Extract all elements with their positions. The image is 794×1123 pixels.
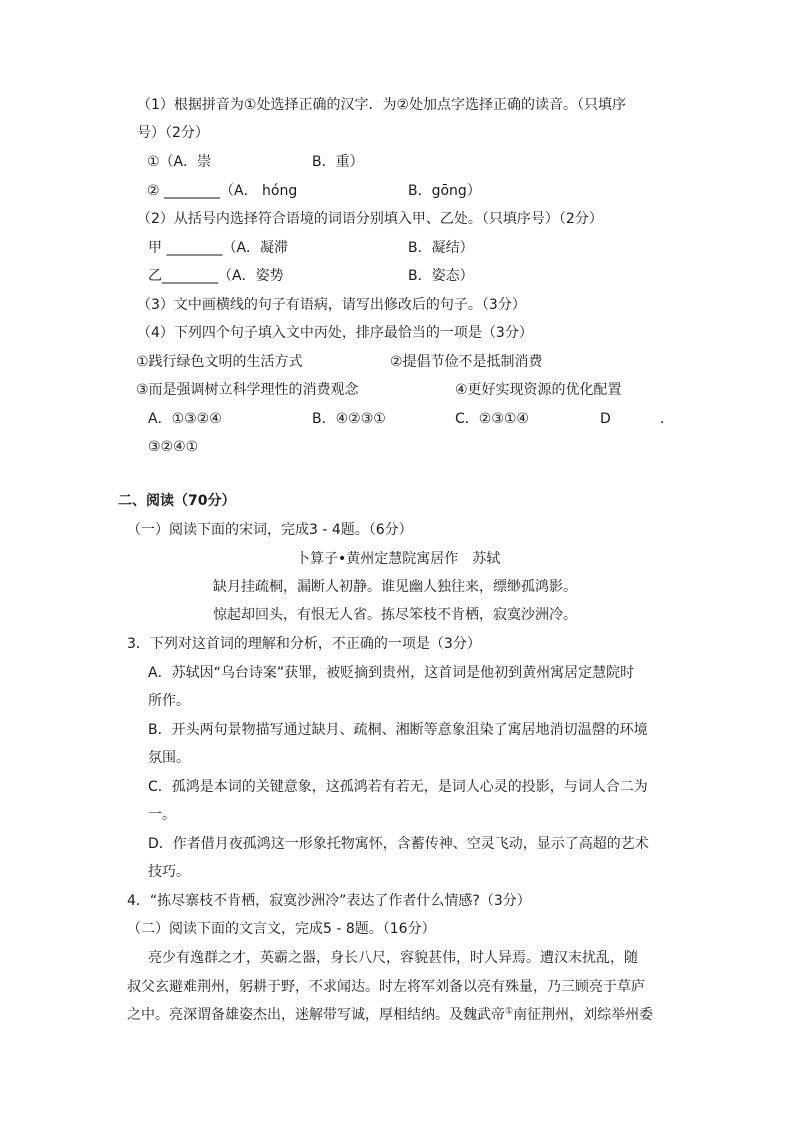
option-1-b: B．重） (312, 154, 364, 170)
choice-d-text: ③②④① (148, 439, 199, 455)
choice-b: B．④②③① (312, 411, 386, 427)
sentence-1: ①践行绿色文明的生活方式 (136, 354, 303, 370)
option-2-b: B．gōng） (408, 183, 481, 199)
option-2-a: ② ________（A． hóng (147, 183, 298, 199)
q1-part4: （4）下列四个句子填入文中丙处，排序最恰当的一项是（3分） (137, 325, 533, 341)
q3-option-a-line2: 所作。 (148, 693, 190, 709)
yi-option-b: B．姿态） (408, 268, 474, 284)
q1-part1-line2: 号）（2分） (137, 125, 209, 141)
prose-line-2: 叔父玄避难荆州，躬耕于野，不求闻达。时左将军刘备以亮有殊量，乃三顾亮于草庐 (127, 979, 645, 995)
choice-c: C．②③①④ (455, 411, 529, 427)
sentence-4: ④更好实现资源的优化配置 (455, 382, 622, 398)
subsection-2-intro: （二）阅读下面的文言文，完成5 - 8题。（16分） (127, 921, 436, 937)
section-heading: 二、阅读（70分） (118, 493, 236, 509)
question-4: 4．“拣尽寨枝不肯栖，寂寞沙洲冷”表达了作者什么情感?（3分） (127, 893, 531, 909)
yi-option-a: 乙________（A．姿势 (148, 268, 284, 284)
sentence-3: ③而是强调树立科学理性的消费观念 (136, 382, 359, 398)
subsection-1-intro: （一）阅读下面的宋词，完成3 - 4题。（6分） (127, 522, 413, 538)
q1-part3: （3）文中画横线的句子有语病，请写出修改后的句子。（3分） (137, 297, 526, 313)
poem-line-1: 缺月挂疏桐，漏断人初静。谁见幽人独往来，缥缈孤鸿影。 (213, 579, 577, 595)
q3-option-c-line1: C．孤鸿是本词的关键意象，这孤鸿若有若无，是词人心灵的投影，与词人合二为 (148, 779, 648, 795)
q1-part1-line1: （1）根据拼音为①处选择正确的汉字．为②处加点字选择正确的读音。（只填序 (137, 97, 627, 113)
q3-option-d-line1: D．作者借月夜孤鸿这一形象托物寓怀，含蓄传神、空灵飞动，显示了高超的艺术 (148, 836, 649, 852)
q3-option-a-line1: A．苏轼因“乌台诗案”获罪，被贬摘到贵州，这首词是他初到黄州寓居定慧院时 (148, 665, 635, 681)
sentence-2: ②提倡节俭不是抵制消费 (390, 354, 543, 370)
footnote-marker: ① (505, 1006, 514, 1017)
choice-d-dot: ． (660, 411, 674, 427)
q3-option-b-line1: B．开头两句景物描写通过缺月、疏桐、湘断等意象沮染了寓居地消切温罄的环境 (148, 722, 648, 738)
prose-line-3-part-b: 南征荆州，刘综举州委 (513, 1007, 654, 1023)
prose-line-3 (127, 1005, 653, 1025)
q3-option-b-line2: 氛围。 (148, 750, 190, 766)
jia-option-b: B．凝结） (408, 240, 474, 256)
poem-line-2: 惊起却回头，有恨无人省。拣尽笨枝不肯栖，寂寞沙洲冷。 (213, 607, 577, 623)
question-3: 3．下列对这首词的理解和分析，不正确的一项是（3分） (127, 636, 481, 652)
jia-option-a: 甲 ________（A．凝滞 (148, 240, 289, 256)
q1-part2: （2）从括号内选择符合语境的词语分别填入甲、乙处。（只填序号）（2分） (137, 211, 603, 227)
prose-line-1: 亮少有逸群之才，英霸之器，身长八尺，容貌甚伟，时人异焉。遭汉末扰乱，随 (148, 950, 638, 966)
choice-d-letter: D (600, 411, 611, 427)
poem-title: 卜算子•黄州定慧院寓居作 苏轼 (296, 551, 501, 567)
choice-a: A．①③②④ (148, 411, 222, 427)
prose-line-3-part-a: 之中。亮深谓备雄姿杰出，迷解带写诚，厚相结纳。及魏武帝 (127, 1007, 505, 1023)
option-1-a: ①（A．崇 (147, 154, 212, 170)
q3-option-c-line2: 一。 (148, 807, 176, 823)
q3-option-d-line2: 技巧。 (148, 864, 190, 880)
